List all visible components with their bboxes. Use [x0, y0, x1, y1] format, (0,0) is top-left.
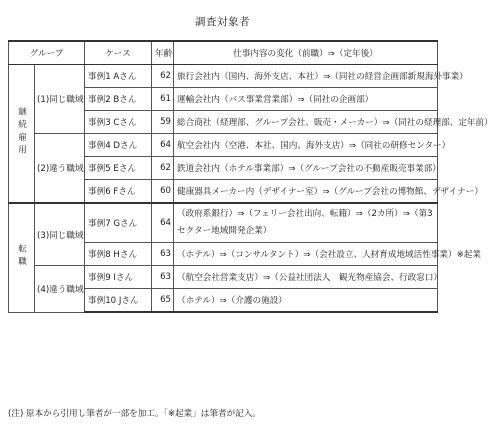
group-label: 継続雇用 [9, 65, 35, 204]
change-cell: 旅行会社内（国内、海外支店、本社）⇒（同社の経営企画部新規海外事業） [174, 65, 438, 88]
change-cell: 航空会社内（空港、本社、国内、海外支店）⇒（同社の研修センター） [174, 134, 438, 157]
header-change: 仕事内容の変化（前職）⇒（定年後） [174, 41, 438, 65]
header-group: グループ [9, 41, 85, 65]
age-cell: 63 [152, 266, 174, 289]
case-cell: 事例9 Iさん [85, 266, 152, 289]
age-cell: 64 [152, 134, 174, 157]
change-cell: 総合商社（経理部、グループ会社、販売・メーカー）⇒（同社の経理部、定年前） [174, 111, 438, 134]
age-cell: 59 [152, 111, 174, 134]
change-cell: （ホテル）⇒（介護の施設） [174, 289, 438, 313]
subgroup-label: (3)同じ職域 [35, 203, 85, 266]
table-title: 調査対象者 [195, 16, 250, 28]
case-cell: 事例8 Hさん [85, 243, 152, 266]
case-cell: 事例6 Fさん [85, 180, 152, 204]
case-cell: 事例7 Gさん [85, 203, 152, 243]
header-case: ケース [85, 41, 152, 65]
case-cell: 事例5 Eさん [85, 157, 152, 180]
group-label: 転職 [9, 203, 35, 312]
header-age: 年齢 [152, 41, 174, 65]
case-cell: 事例2 Bさん [85, 88, 152, 111]
subgroup-label: (2)違う職域 [35, 134, 85, 204]
table-row [9, 266, 438, 289]
age-cell: 61 [152, 88, 174, 111]
case-cell: 事例4 Dさん [85, 134, 152, 157]
table-row [9, 134, 438, 157]
case-cell: 事例3 Cさん [85, 111, 152, 134]
subgroup-label: (4)違う職域 [35, 266, 85, 313]
change-cell: （航空会社営業支店）⇒（公益社団法人 観光物産協会、行政窓口） [174, 266, 438, 289]
table-row [9, 203, 438, 243]
subgroup-label: (1)同じ職域 [35, 65, 85, 134]
age-cell: 65 [152, 289, 174, 313]
table-row [9, 65, 438, 88]
age-cell: 62 [152, 65, 174, 88]
subjects-table [8, 40, 493, 313]
change-cell: 運輸会社内（バス事業営業部）⇒（同社の企画部） [174, 88, 438, 111]
change-cell: 鉄道会社内（ホテル事業部）⇒（グループ会社の不動産販売事業部） [174, 157, 438, 180]
age-cell: 60 [152, 180, 174, 204]
header-row [9, 41, 438, 65]
case-cell: 事例10 Jさん [85, 289, 152, 313]
footnote: (注) 原本から引用し筆者が一部を加工。「※起業」は筆者が記入。 [8, 409, 261, 419]
age-cell: 63 [152, 243, 174, 266]
age-cell: 64 [152, 203, 174, 243]
change-cell: 健康器具メーカー内（デザイナー室）⇒（グループ会社の博物館、デザイナー） [174, 180, 438, 204]
case-cell: 事例1 Aさん [85, 65, 152, 88]
change-cell: （ホテル）⇒（コンサルタント）⇒（会社設立、人材育成地域活性事業）※起業 [174, 243, 438, 266]
age-cell: 62 [152, 157, 174, 180]
change-cell: （政府系銀行）⇒（フェリー会社出向、転籍）⇒（2カ所）⇒（第3セクター地域開発企業） [174, 203, 438, 243]
